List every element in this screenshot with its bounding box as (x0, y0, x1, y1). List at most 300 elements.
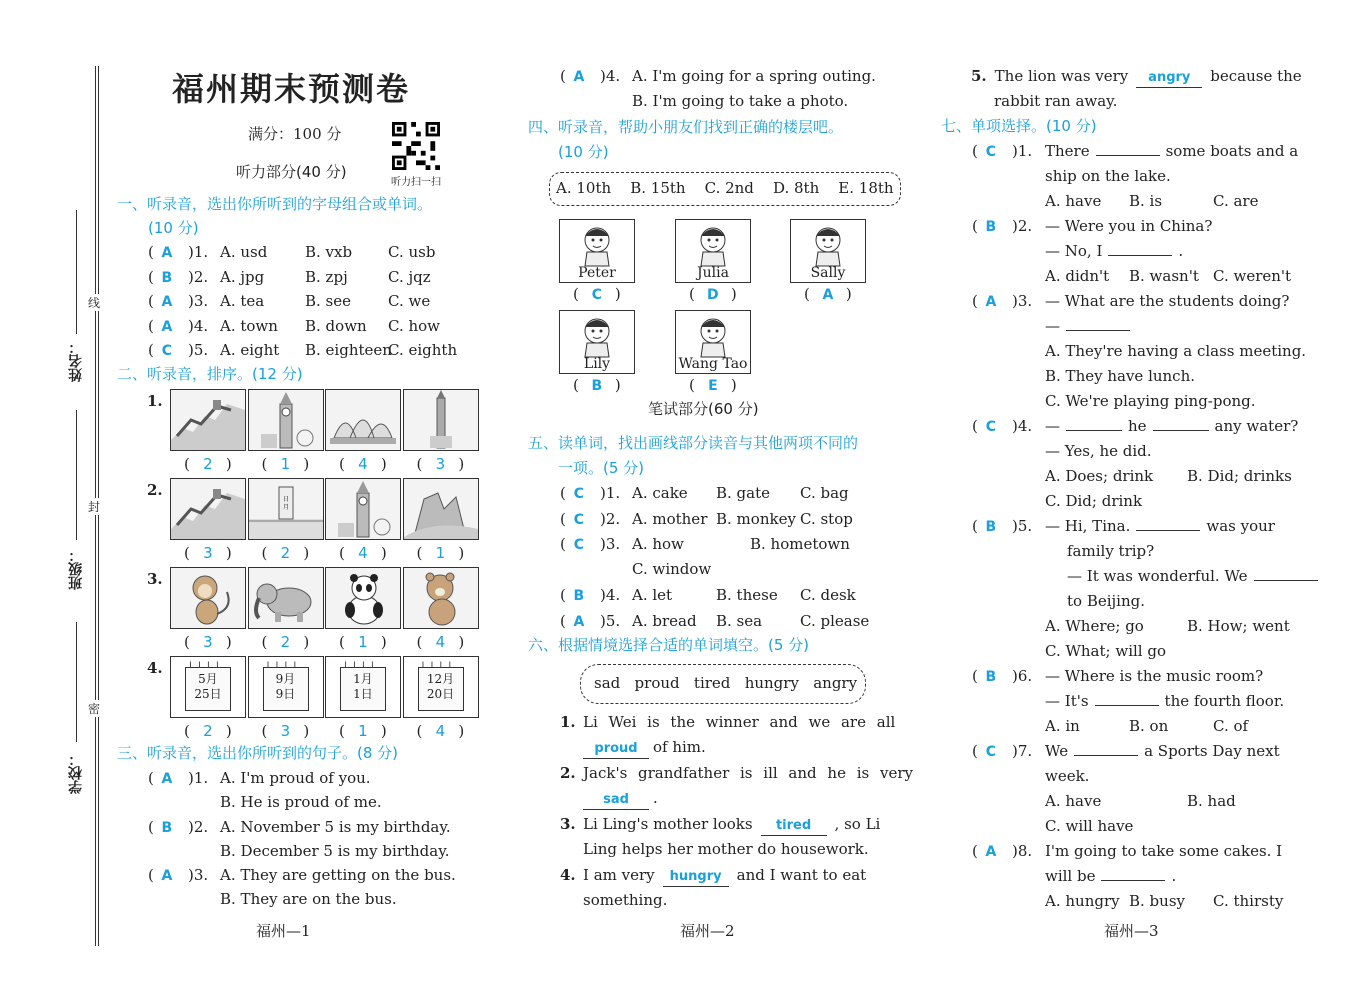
answer-letter: A (161, 294, 173, 310)
answer-bracket[interactable] (148, 314, 180, 339)
option-a: A. They're having a class meeting. (1045, 342, 1307, 360)
answer-letter: A (161, 318, 173, 335)
answer-letter: C (573, 511, 584, 528)
question-number: )2. (1012, 217, 1033, 235)
option-b: B. see (305, 292, 352, 310)
kid-name: Peter (578, 265, 616, 281)
stem-line-2: week. (1045, 767, 1090, 785)
bracket-open: ( (148, 817, 154, 836)
options-row (1045, 889, 1283, 913)
option-b: B. monkey (716, 509, 796, 528)
stem-line-1 (1045, 514, 1275, 538)
answer-bracket[interactable] (972, 289, 1004, 314)
seal-feng: 封 (88, 500, 101, 514)
bracket-close: ) (225, 455, 232, 473)
question-number: )4. (600, 67, 621, 85)
bracket-open: ( (148, 243, 154, 261)
answer-letter: B (985, 669, 997, 685)
panda-icon (325, 567, 401, 629)
answer-letter: C (985, 744, 996, 760)
kid-card (559, 219, 635, 283)
stem-text: — (1045, 417, 1060, 435)
bracket-open: ( (184, 722, 190, 740)
answer-bracket[interactable] (560, 532, 592, 557)
written-heading: 笔试部分(60 分) (648, 400, 759, 418)
question-number: 3. (560, 815, 576, 833)
stem-line-1: — What are the students doing? (1045, 292, 1290, 310)
kid-card (675, 219, 751, 283)
order-number: 3 (280, 722, 291, 740)
kid-name: Julia (697, 265, 729, 281)
option-c: C. how (388, 316, 441, 335)
bracket-open: ( (573, 285, 579, 303)
footer-page-3: 福州—3 (1104, 922, 1159, 940)
question-number: )1. (188, 243, 209, 261)
option-c: C. thirsty (1213, 892, 1284, 910)
name-field[interactable] (76, 210, 77, 334)
stem-text: — (1045, 317, 1060, 335)
stem-text: any water? (1214, 417, 1299, 435)
option-a: A. Does; drink (1045, 467, 1154, 485)
option-b: B. is (1129, 192, 1163, 210)
stem-text: . (1171, 867, 1177, 885)
option-a: A. cake (632, 484, 688, 502)
option-a: A. I'm proud of you. (220, 769, 371, 787)
stem-text: the fourth floor. (1164, 692, 1285, 710)
word-bank: sad proud tired hungry angry (594, 674, 858, 692)
bear-icon (403, 567, 479, 629)
option-b: B. sea (716, 611, 763, 630)
floor-answer[interactable] (804, 282, 852, 307)
answer-bracket[interactable] (148, 766, 180, 791)
question-number: )3. (188, 866, 209, 884)
answer-letter: A (573, 69, 585, 85)
floor-answer[interactable] (573, 282, 621, 307)
option-a: A. jpg (220, 267, 265, 286)
answer-letter: A (573, 613, 585, 630)
order-answer[interactable] (262, 452, 310, 476)
answer-bracket[interactable] (560, 609, 592, 634)
answer-letter: B (161, 819, 173, 836)
calendar-page (263, 667, 309, 711)
answer-bracket[interactable] (560, 481, 592, 506)
stem-text: — No, I (1045, 242, 1103, 260)
class-label: 班级： (68, 548, 84, 590)
order-answer[interactable] (417, 452, 465, 476)
question-number: )6. (1012, 667, 1033, 685)
answer-bracket[interactable] (972, 414, 1004, 439)
bracket-open: ( (560, 67, 566, 85)
option-c: C. eighth (388, 341, 458, 359)
bracket-open: ( (261, 722, 268, 740)
bracket-close: ) (458, 722, 465, 740)
bracket-close: ) (614, 285, 621, 303)
bracket-open: ( (560, 484, 566, 502)
fill-blank[interactable] (1101, 880, 1165, 881)
fill-blank[interactable]: sad (583, 791, 649, 810)
kid-name: Sally (810, 265, 846, 281)
stem-line-1 (1045, 139, 1298, 163)
section-2-title: 二、听录音，排序。(12 分) (117, 365, 303, 383)
bracket-close: ) (458, 544, 465, 562)
option-a: A. town (220, 316, 278, 335)
order-number: 2 (203, 722, 213, 740)
options-row (1045, 614, 1290, 638)
stem-line-3 (1067, 564, 1324, 588)
option-b: B. hometown (750, 535, 850, 553)
answer-letter: B (985, 519, 997, 535)
order-answer[interactable] (417, 630, 465, 654)
fill-blank[interactable] (1153, 430, 1209, 431)
fill-blank[interactable] (1136, 530, 1200, 531)
question-number: )3. (1012, 292, 1033, 310)
option-b: B. had (1187, 792, 1236, 810)
bracket-close: ) (458, 633, 465, 651)
options-row (1045, 189, 1258, 213)
stem-text: There (1045, 142, 1090, 160)
option-c: C. desk (800, 586, 856, 604)
option-c: C. bag (800, 484, 849, 502)
floor-letter: D (707, 287, 719, 303)
section-4-points: (10 分) (558, 143, 609, 161)
calendar-icon (403, 656, 479, 718)
school-label: 学校： (68, 752, 84, 794)
order-number: 4 (435, 633, 446, 651)
stem-text: We (1045, 742, 1069, 760)
order-answer[interactable] (262, 541, 310, 565)
answer-letter: B (573, 588, 585, 604)
qr-caption: 听力扫一扫 (391, 177, 441, 188)
option-a: A. have (1045, 192, 1102, 210)
option-a: A. tea (220, 292, 265, 310)
question-number: )7. (1012, 742, 1033, 760)
option-a: A. They are getting on the bus. (220, 866, 456, 884)
answer-bracket[interactable] (972, 664, 1004, 689)
name-label: 姓名： (68, 340, 84, 382)
kid-name: Wang Tao (678, 356, 748, 372)
bracket-close: ) (614, 376, 621, 394)
option-c: C. will have (1045, 817, 1134, 835)
bracket-open: ( (184, 455, 190, 473)
bracket-close: ) (225, 544, 232, 562)
option-a: A. bread (632, 611, 697, 630)
option-b: B. December 5 is my birthday. (220, 841, 450, 860)
calendar-month: 9月 (275, 672, 296, 686)
seal-mi: 密 (88, 702, 101, 716)
option-b: B. down (305, 316, 367, 335)
option-b: B. They are on the bus. (220, 890, 397, 908)
class-field[interactable] (76, 410, 77, 540)
section-4-title: 四、听录音，帮助小朋友们找到正确的楼层吧。 (528, 118, 844, 136)
fill-blank[interactable] (1095, 705, 1159, 706)
option-b: B. How; went (1187, 617, 1290, 635)
answer-letter: C (161, 343, 172, 359)
page-title: 福州期末预测卷 (172, 70, 411, 108)
question-number: )2. (188, 817, 209, 836)
order-answer[interactable] (339, 452, 387, 476)
option-b: B. They have lunch. (1045, 367, 1196, 385)
answer-letter: C (985, 419, 996, 435)
bracket-open: ( (560, 535, 566, 553)
option-c: C. are (1213, 192, 1259, 210)
calendar-day: 25日 (194, 687, 222, 701)
answer-bracket[interactable] (972, 214, 1004, 239)
bracket-open: ( (184, 544, 190, 562)
answer-bracket[interactable] (148, 265, 180, 290)
bracket-close: ) (303, 722, 310, 740)
answer-bracket[interactable] (972, 139, 1004, 164)
stem-text: . (1178, 242, 1184, 260)
calendar-month: 12月 (426, 672, 455, 686)
option-c: C. please (800, 611, 870, 630)
sentence-line-1 (583, 863, 866, 887)
stem-line-1: — Were you in China? (1045, 217, 1213, 235)
order-number: 4 (358, 455, 368, 473)
sentence-head: Li Ling's mother looks (583, 815, 753, 833)
stem-line-2: ship on the lake. (1045, 167, 1171, 185)
order-answer[interactable] (184, 541, 232, 565)
option-c: C. jqz (388, 267, 431, 286)
sentence-tail: and I want to eat (736, 866, 867, 884)
kid-card (675, 310, 751, 374)
bracket-open: ( (416, 722, 423, 740)
bracket-close: ) (380, 633, 387, 651)
option-c: C. window (632, 560, 712, 578)
bracket-open: ( (339, 722, 345, 740)
sentence-line-1 (583, 812, 880, 836)
bracket-open: ( (148, 769, 154, 787)
order-number: 2 (280, 544, 291, 562)
order-answer[interactable] (339, 541, 387, 565)
fill-blank[interactable]: hungry (663, 868, 729, 887)
bracket-open: ( (416, 633, 423, 651)
answer-letter: B (985, 219, 997, 235)
sentence-line-1 (971, 64, 1302, 88)
bracket-open: ( (972, 217, 978, 235)
option-c: C. What; will go (1045, 642, 1166, 660)
floor-answer[interactable] (573, 373, 621, 398)
question-number: )2. (600, 509, 621, 528)
answer-letter: A (985, 844, 997, 860)
bracket-open: ( (339, 544, 345, 562)
answer-bracket[interactable] (972, 739, 1004, 764)
calendar-icon (325, 656, 401, 718)
answer-bracket[interactable] (560, 64, 592, 89)
answer-letter: C (573, 486, 584, 502)
option-b: B. gate (716, 484, 771, 502)
bracket-open: ( (261, 544, 268, 562)
question-number: )5. (1012, 517, 1033, 535)
stem-line-2 (1045, 689, 1284, 713)
option-c: C. stop (800, 509, 853, 528)
fill-blank[interactable]: angry (1136, 69, 1202, 88)
option-b: B. vxb (305, 243, 353, 261)
floor-answer[interactable] (689, 373, 737, 398)
question-number: 2. (560, 764, 576, 782)
option-a: A. how (632, 535, 684, 553)
sentence-line-1: Jack's grandfather is ill and he is very (583, 764, 913, 782)
fill-blank[interactable] (1096, 155, 1160, 156)
question-number: )8. (1012, 842, 1033, 860)
bracket-close: ) (730, 285, 737, 303)
stem-line-2: — Yes, he did. (1045, 442, 1152, 460)
bracket-open: ( (148, 267, 154, 286)
answer-bracket[interactable] (148, 289, 180, 314)
answer-bracket[interactable] (148, 815, 180, 840)
bracket-close: ) (730, 376, 737, 394)
kid-name: Lily (583, 356, 611, 372)
order-number: 4 (435, 722, 446, 740)
order-answer[interactable] (184, 630, 232, 654)
bracket-open: ( (261, 633, 268, 651)
answer-letter: A (161, 245, 173, 261)
question-number: 1. (560, 713, 576, 731)
calendar-month: 1月 (353, 672, 373, 686)
section-5-title-2: 一项。(5 分) (558, 459, 645, 477)
order-answer[interactable] (184, 719, 232, 743)
bracket-open: ( (560, 611, 566, 630)
bracket-open: ( (416, 455, 423, 473)
floor-answer[interactable] (689, 282, 737, 307)
bracket-close: ) (380, 722, 387, 740)
bracket-open: ( (972, 517, 978, 535)
opera-house-icon (325, 389, 401, 451)
bracket-open: ( (560, 586, 566, 604)
options-row (1045, 714, 1248, 738)
stem-line-1: I'm going to take some cakes. I (1045, 842, 1283, 860)
qr-code-icon[interactable] (392, 122, 440, 170)
seal-xian: 线 (88, 296, 101, 310)
order-answer[interactable] (417, 541, 465, 565)
option-b: B. I'm going to take a photo. (632, 92, 849, 110)
answer-bracket[interactable] (560, 583, 592, 608)
order-answer[interactable] (339, 719, 387, 743)
answer-bracket[interactable] (560, 507, 592, 532)
section-6-title: 六、根据情境选择合适的单词填空。(5 分) (528, 636, 810, 654)
fill-blank[interactable] (1254, 580, 1318, 581)
stem-text: a Sports Day next (1144, 742, 1280, 760)
group-number: 2. (147, 481, 163, 499)
answer-bracket[interactable] (972, 839, 1004, 864)
bracket-open: ( (261, 455, 268, 473)
order-number: 3 (203, 633, 213, 651)
fill-blank[interactable] (1066, 430, 1122, 431)
question-number: )1. (600, 484, 621, 502)
option-a: A. didn't (1045, 267, 1110, 285)
big-ben-icon (325, 478, 401, 540)
option-c: C. weren't (1213, 267, 1292, 285)
option-b: B. wasn't (1129, 267, 1199, 285)
option-b: B. Did; drinks (1187, 467, 1292, 485)
bracket-open: ( (339, 455, 345, 473)
footer-page-1: 福州—1 (256, 922, 311, 940)
question-number: 4. (560, 866, 576, 884)
school-field[interactable] (76, 622, 77, 742)
calendar-day: 20日 (426, 687, 455, 701)
bracket-close: ) (380, 455, 387, 473)
option-b: B. He is proud of me. (220, 793, 382, 811)
option-a: A. usd (220, 243, 268, 261)
group-number: 1. (147, 392, 163, 410)
fill-blank[interactable]: proud (583, 740, 649, 759)
bracket-open: ( (804, 285, 810, 303)
bracket-open: ( (972, 742, 978, 760)
calendar-icon (248, 656, 324, 718)
elephant-icon (248, 567, 324, 629)
floor-letter: C (591, 287, 602, 303)
answer-bracket[interactable] (148, 338, 180, 363)
option-a: A. hungry (1045, 892, 1120, 910)
calendar-month: 5月 (198, 672, 218, 686)
bracket-close: ) (225, 633, 232, 651)
order-answer[interactable] (184, 452, 232, 476)
bracket-open: ( (689, 285, 695, 303)
answer-bracket[interactable] (972, 514, 1004, 539)
stem-line-2 (1045, 314, 1136, 338)
stem-text: — Hi, Tina. (1045, 517, 1131, 535)
big-ben-icon (248, 389, 324, 451)
stem-line-4: to Beijing. (1067, 592, 1146, 610)
bracket-close: ) (458, 455, 465, 473)
sentence-line-2 (583, 735, 706, 759)
question-number: )1. (1012, 142, 1033, 160)
answer-bracket[interactable] (148, 863, 180, 888)
stem-line-1: — Where is the music room? (1045, 667, 1264, 685)
order-answer[interactable] (262, 630, 310, 654)
order-number: 1 (358, 633, 368, 651)
option-a: A. November 5 is my birthday. (220, 817, 451, 836)
bracket-close: ) (380, 544, 387, 562)
answer-letter: A (161, 868, 173, 884)
monkey-icon (170, 567, 246, 629)
fill-blank[interactable]: tired (761, 817, 827, 836)
section-3-title: 三、听录音，选出你所听到的句子。(8 分) (117, 744, 399, 762)
order-answer[interactable] (339, 630, 387, 654)
fill-blank[interactable] (1066, 330, 1130, 331)
tower-icon (403, 389, 479, 451)
options-row (1045, 789, 1236, 813)
calendar-page (185, 667, 231, 711)
section-5-title: 五、读单词，找出画线部分读音与其他两项不同的 (528, 434, 859, 452)
order-answer[interactable] (262, 719, 310, 743)
answer-bracket[interactable] (148, 240, 180, 265)
calendar-page (340, 667, 386, 711)
fill-blank[interactable] (1108, 255, 1172, 256)
svg-text:日: 日 (282, 496, 289, 503)
question-number: )1. (188, 769, 209, 787)
bracket-close: ) (303, 455, 310, 473)
bracket-open: ( (148, 341, 154, 359)
option-c: C. we (388, 292, 431, 310)
order-number: 2 (280, 633, 291, 651)
stem-text: was your (1206, 517, 1275, 535)
option-b: B. on (1129, 717, 1169, 735)
fill-blank[interactable] (1074, 755, 1138, 756)
stem-line-1 (1045, 739, 1280, 763)
bracket-close: ) (845, 285, 852, 303)
answer-letter: C (985, 144, 996, 160)
great-wall-icon (170, 478, 246, 540)
answer-letter: A (161, 771, 173, 787)
bracket-open: ( (148, 866, 154, 884)
bracket-open: ( (972, 667, 978, 685)
stem-line-2 (1045, 239, 1183, 263)
order-answer[interactable] (417, 719, 465, 743)
kid-card (790, 219, 866, 283)
stem-text: — It's (1045, 692, 1089, 710)
bracket-open: ( (184, 633, 190, 651)
floor-letter: B (591, 378, 603, 394)
